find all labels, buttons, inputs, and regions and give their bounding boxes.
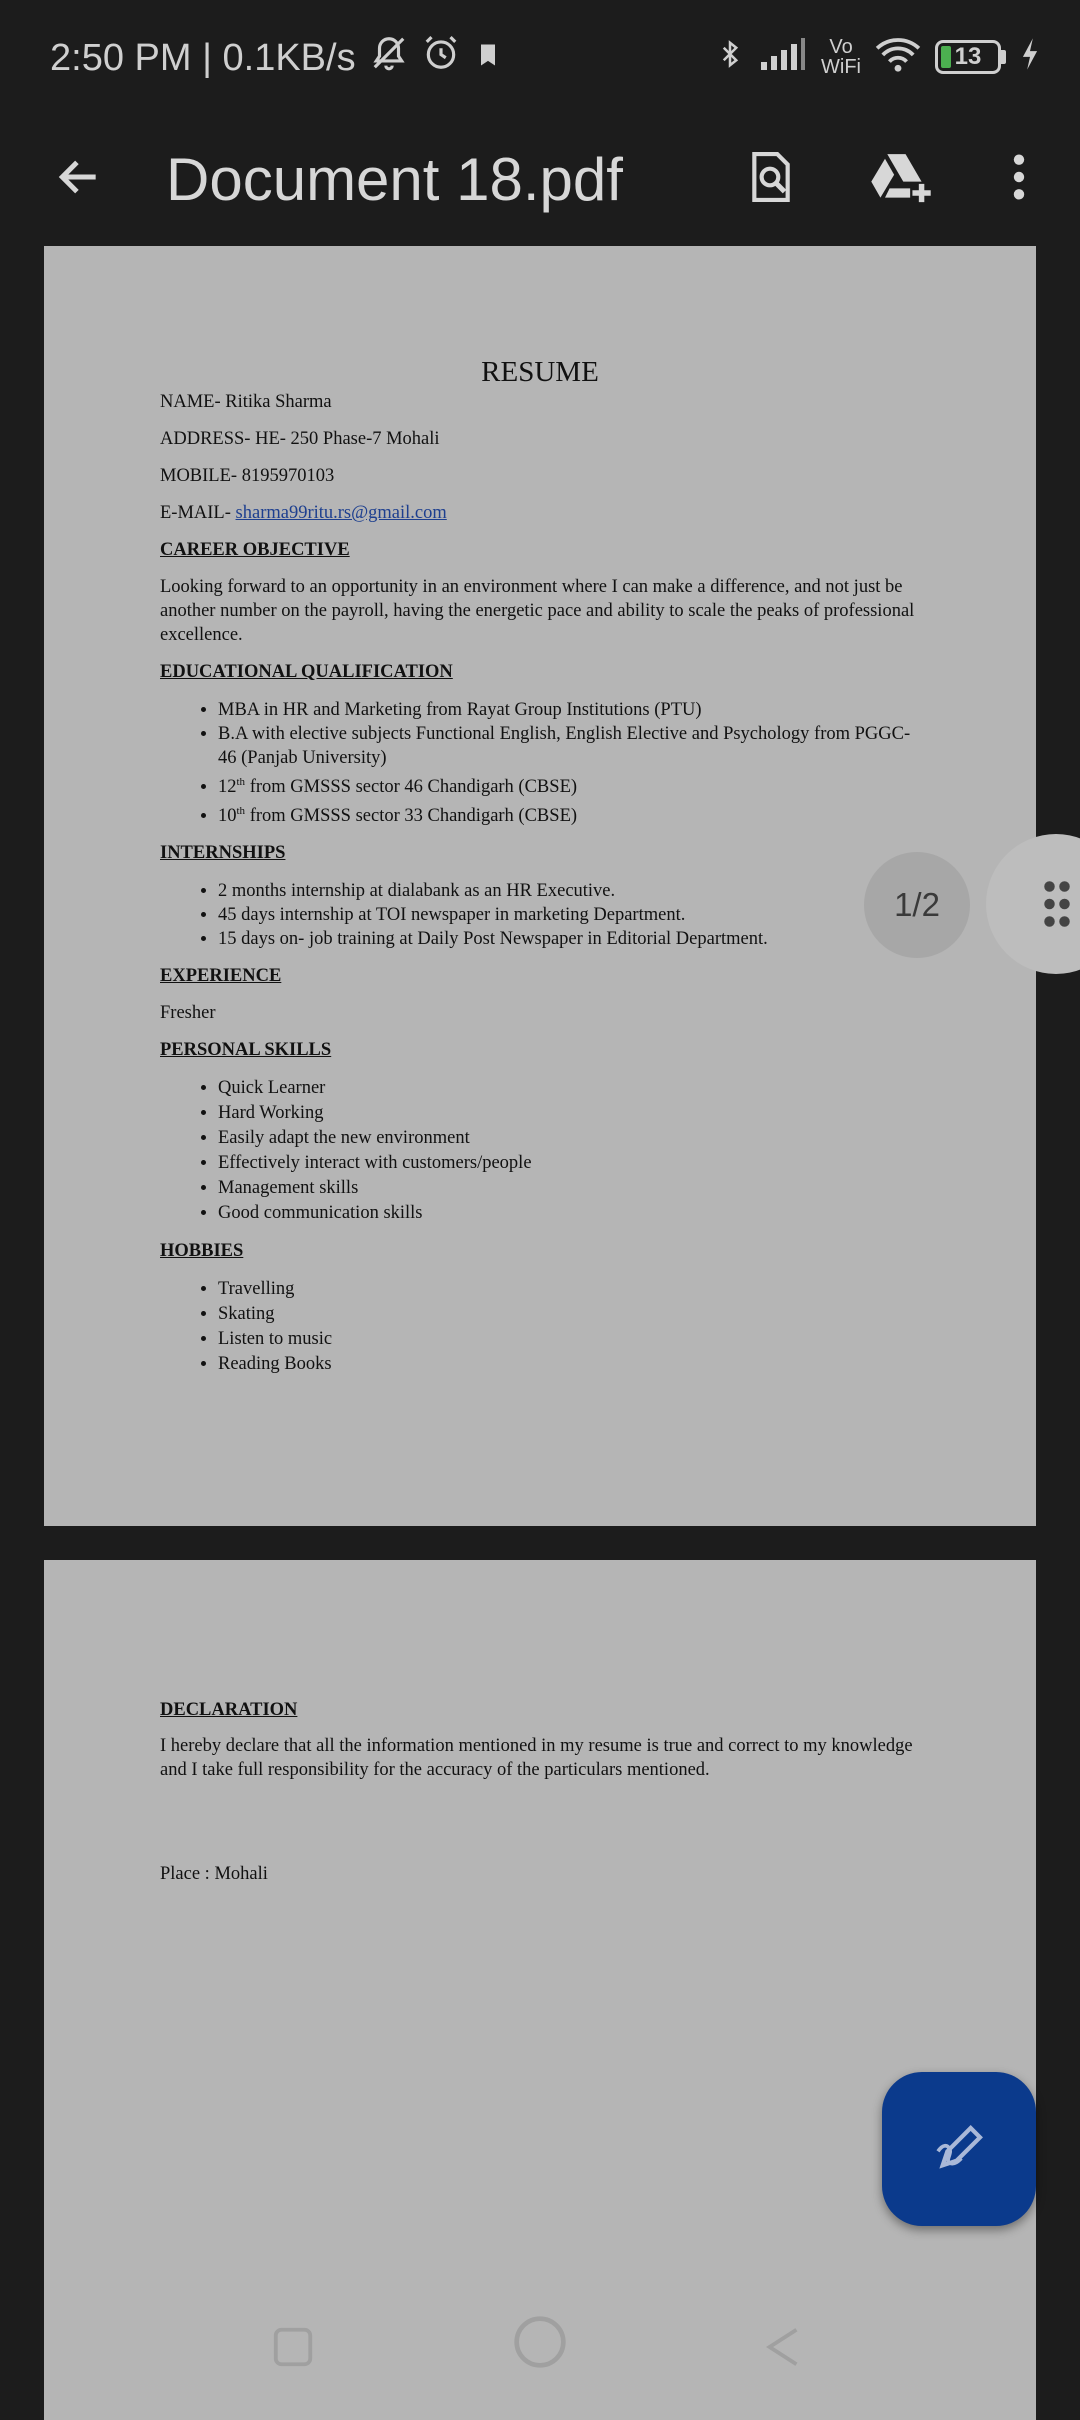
edu-3-text: from GMSSS sector 46 Chandigarh (CBSE) <box>245 777 578 798</box>
annotate-pen-icon <box>931 2121 987 2177</box>
hobbies-list <box>160 1277 920 1377</box>
add-to-drive-icon[interactable] <box>866 142 936 212</box>
annotate-button[interactable] <box>882 2072 1036 2226</box>
experience-text: Fresher <box>160 1003 216 1024</box>
battery-level: 13 <box>954 42 982 70</box>
list-item: • 15 days on- job training at Daily Post Newspaper in Editorial Department. <box>218 927 920 951</box>
list-item: • Good communication skills <box>218 1201 920 1226</box>
list-item: • Hard Working <box>218 1101 920 1126</box>
list-item: • Quick Learner <box>218 1076 920 1101</box>
education-header: EDUCATIONAL QUALIFICATION <box>160 662 453 682</box>
find-in-page-icon[interactable] <box>736 142 806 212</box>
battery-tip <box>1001 50 1006 64</box>
alarm-icon <box>422 34 460 82</box>
internships-header: INTERNSHIPS <box>160 843 286 864</box>
battery-body <box>935 40 1001 74</box>
mute-bell-icon <box>370 34 408 82</box>
address-line: ADDRESS- HE- 250 Phase-7 Mohali <box>160 429 440 449</box>
list-item: • B.A with elective subjects Functional English, English Elective and Psychology from PGGC-46 (Panjab University) <box>218 722 920 770</box>
career-objective-text: Looking forward to an opportunity in an environment where I can make a difference, and not just be another number on the payroll, having the energetic pace and ability to scale the peaks of professional excellence. <box>160 577 915 645</box>
app-bar <box>0 120 1080 246</box>
home-icon[interactable] <box>512 2314 568 2375</box>
vowifi-top: Vo <box>829 35 853 58</box>
edu-4-sup: th <box>236 805 246 818</box>
list-item: • Travelling <box>218 1277 920 1302</box>
status-left <box>50 34 502 82</box>
drag-handle-icon <box>1042 878 1072 930</box>
status-right <box>715 34 1040 79</box>
vowifi-indicator <box>821 37 861 77</box>
education-list <box>160 698 920 828</box>
document-title: Document 18.pdf <box>166 146 623 213</box>
name-line: NAME- Ritika Sharma <box>160 392 332 412</box>
page-indicator: 1/2 <box>864 852 970 958</box>
list-item: • Reading Books <box>218 1352 920 1377</box>
email-link[interactable]: sharma99ritu.rs@gmail.com <box>235 503 447 523</box>
declaration-content <box>160 1698 920 1886</box>
status-time-speed: 2:50 PM | 0.1KB/s <box>50 36 356 79</box>
place-line: Place : Mohali <box>160 1864 268 1884</box>
edu-3-number: 12 <box>218 777 237 798</box>
resume-heading: RESUME <box>481 356 599 388</box>
battery-indicator <box>935 40 1006 74</box>
edu-4-number: 10 <box>218 806 237 827</box>
mobile-line: MOBILE- 8195970103 <box>160 466 335 486</box>
more-vert-icon[interactable] <box>984 142 1054 212</box>
experience-header: EXPERIENCE <box>160 966 282 987</box>
list-item <box>218 770 920 799</box>
charging-bolt-icon <box>1020 37 1040 76</box>
bookmark-icon <box>474 37 502 80</box>
email-label: E-MAIL- <box>160 503 236 523</box>
internships-list <box>160 879 920 951</box>
list-item: • Effectively interact with customers/people <box>218 1151 920 1176</box>
declaration-header: DECLARATION <box>160 1700 298 1720</box>
resume-content <box>160 356 920 1377</box>
list-item <box>218 799 920 828</box>
list-item: • Listen to music <box>218 1327 920 1352</box>
wifi-icon <box>875 35 921 78</box>
list-item: • Easily adapt the new environment <box>218 1126 920 1151</box>
list-item: • Skating <box>218 1302 920 1327</box>
hobbies-header: HOBBIES <box>160 1241 244 1262</box>
list-item: • 45 days internship at TOI newspaper in marketing Department. <box>218 903 920 927</box>
bluetooth-icon <box>715 34 745 79</box>
system-nav-bar <box>0 2300 1080 2400</box>
pdf-page-2[interactable] <box>44 1560 1036 2420</box>
recent-apps-icon[interactable] <box>270 2324 316 2375</box>
edu-4-text: from GMSSS sector 33 Chandigarh (CBSE) <box>245 806 578 827</box>
list-item: • Management skills <box>218 1176 920 1201</box>
back-nav-icon[interactable] <box>760 2324 806 2375</box>
list-item: • MBA in HR and Marketing from Rayat Group Institutions (PTU) <box>218 698 920 722</box>
email-line <box>160 501 920 525</box>
back-arrow-icon[interactable] <box>44 142 114 212</box>
career-objective-header: CAREER OBJECTIVE <box>160 540 350 560</box>
status-bar <box>0 0 1080 120</box>
declaration-text: I hereby declare that all the information mentioned in my resume is true and correct to my knowledge and I take full responsibility for the accuracy of the particulars mentioned. <box>160 1736 913 1780</box>
list-item: • 2 months internship at dialabank as an HR Executive. <box>218 879 920 903</box>
signal-icon <box>759 36 807 77</box>
edu-3-sup: th <box>236 776 246 788</box>
vowifi-bottom: WiFi <box>821 55 861 78</box>
personal-skills-header: PERSONAL SKILLS <box>160 1040 332 1061</box>
skills-list <box>160 1076 920 1226</box>
